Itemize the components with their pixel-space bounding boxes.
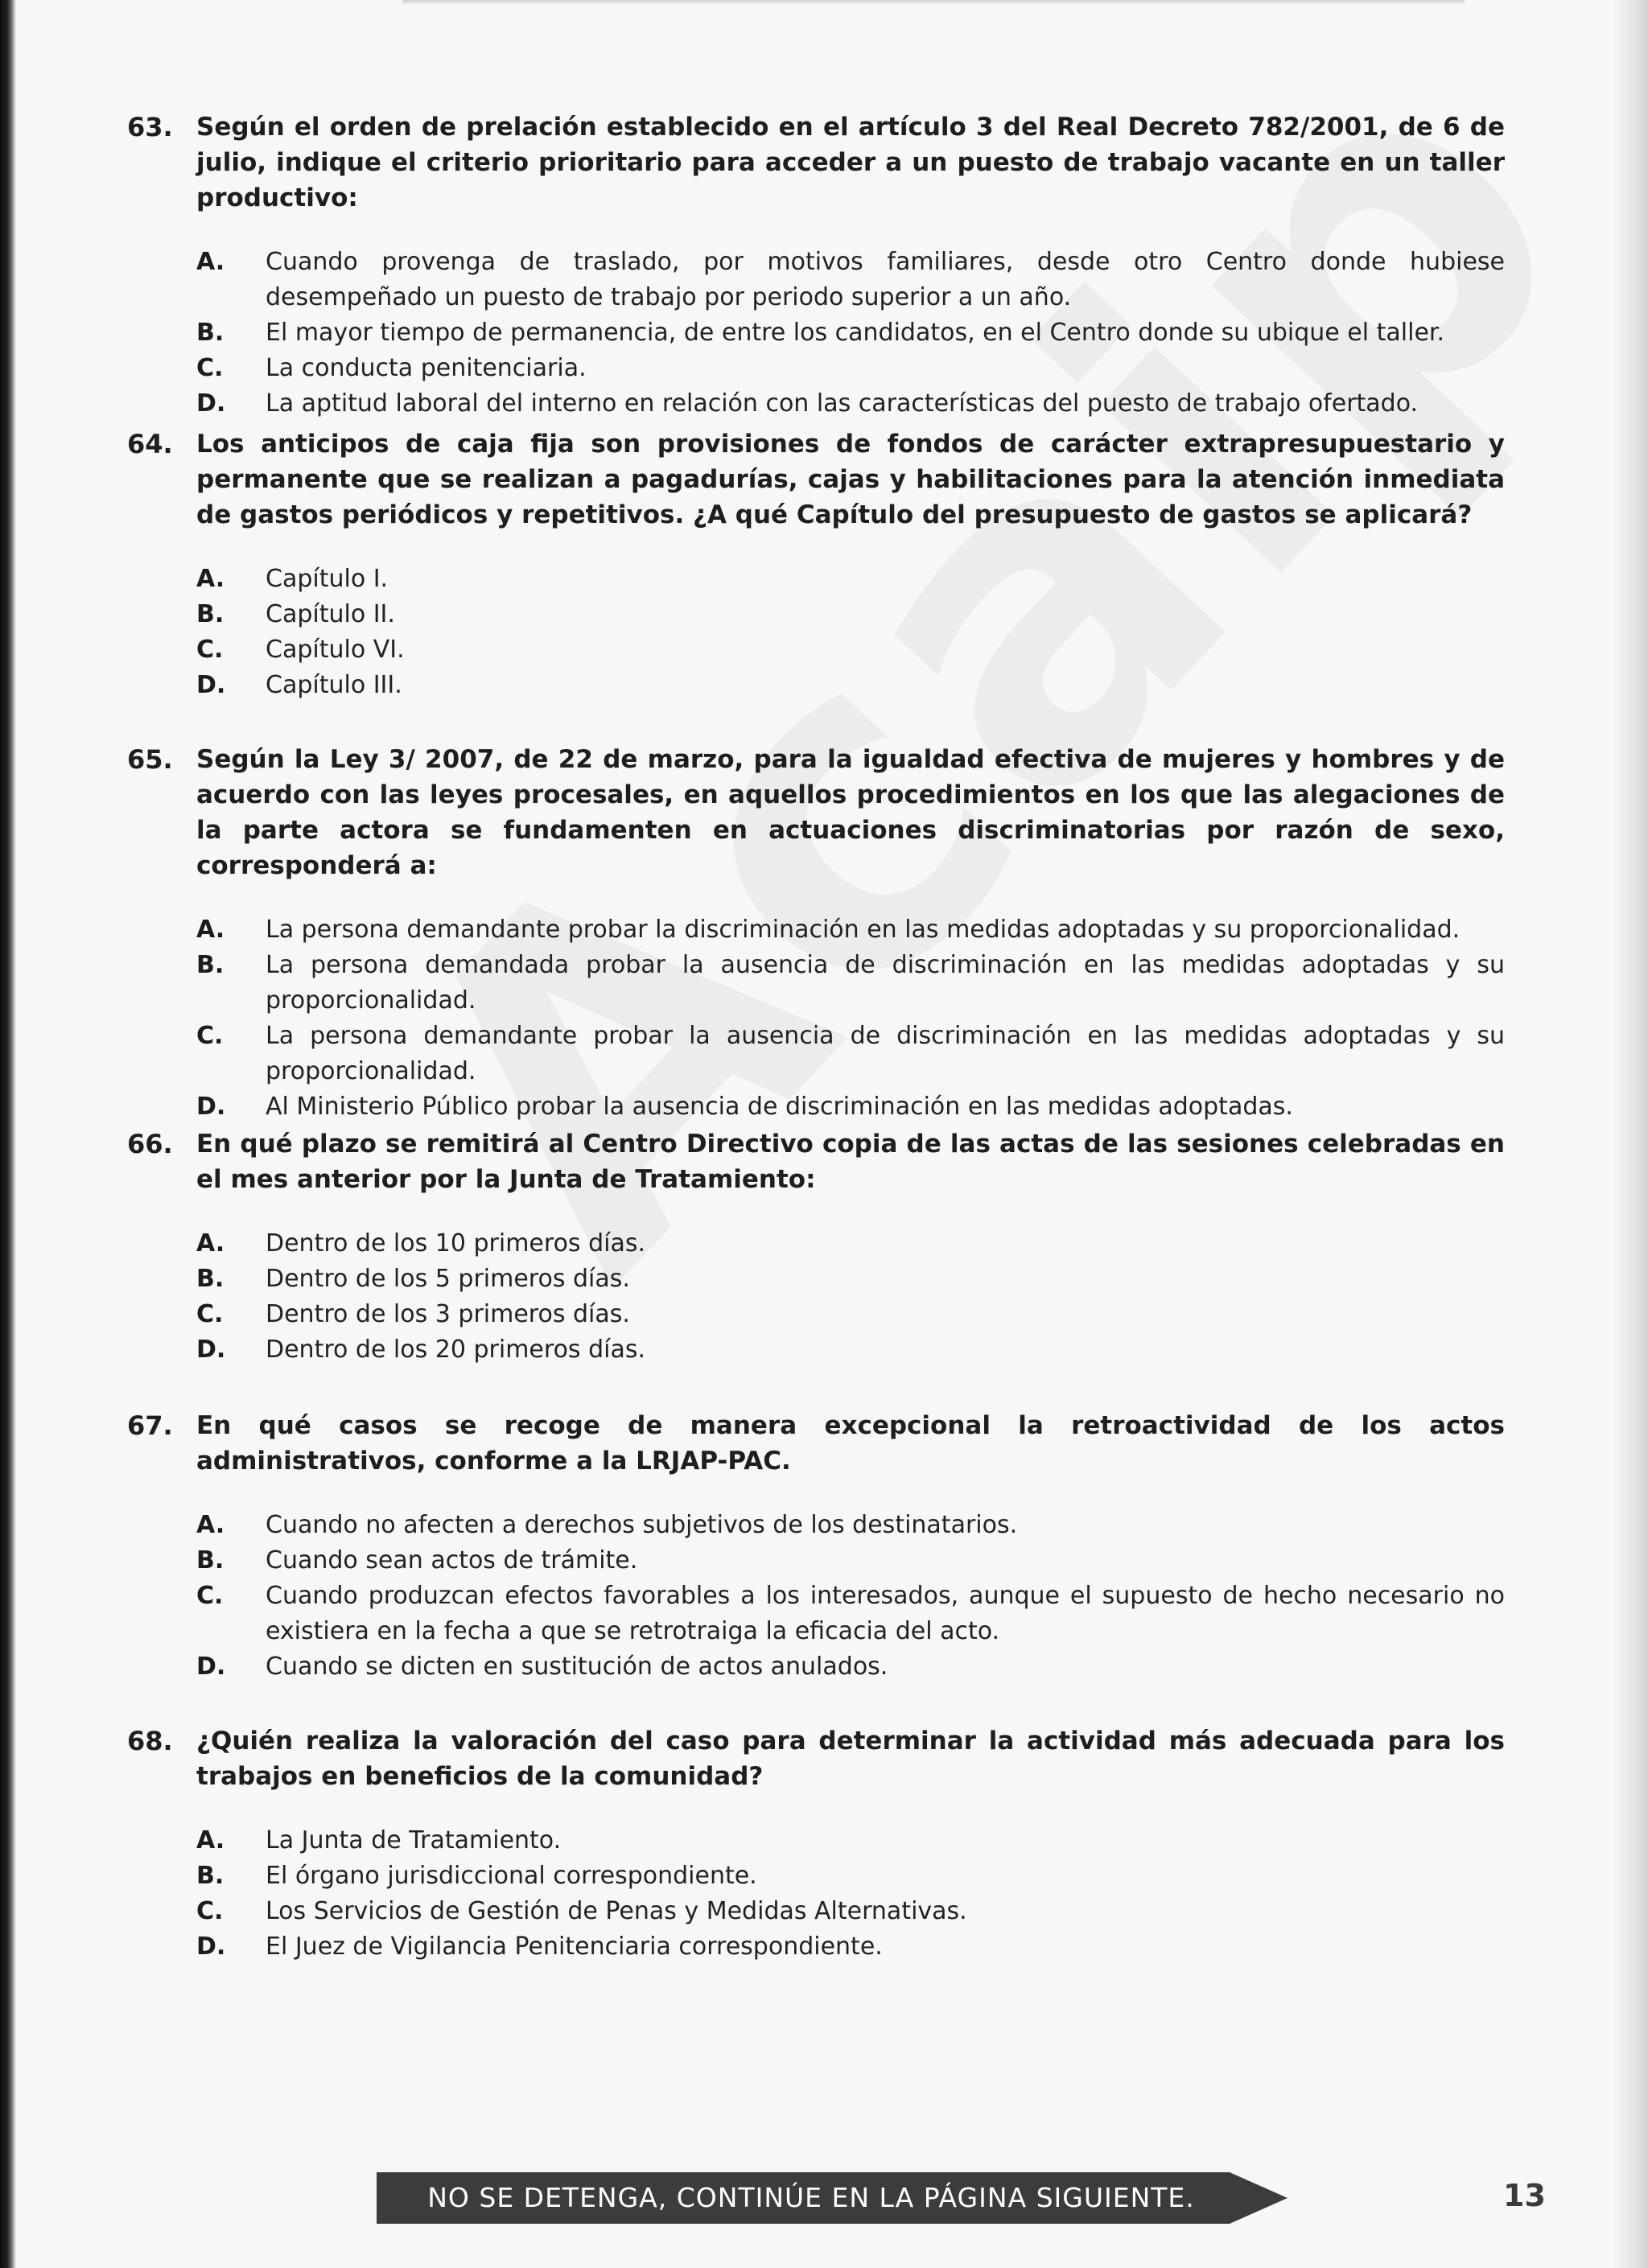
- option-text: Al Ministerio Público probar la ausencia de discriminación en las medidas adoptadas.: [266, 1093, 1293, 1121]
- option-b[interactable]: [127, 315, 1505, 351]
- option-d[interactable]: [127, 1332, 1505, 1368]
- option-b[interactable]: [127, 1858, 1505, 1894]
- question-number: 67.: [127, 1410, 173, 1441]
- option-c[interactable]: [127, 1894, 1505, 1929]
- option-text: Capítulo II.: [266, 600, 395, 628]
- option-letter: B.: [196, 1862, 225, 1890]
- option-a[interactable]: [127, 562, 1505, 597]
- option-text: El Juez de Vigilancia Penitenciaria correspondiente.: [266, 1933, 883, 1961]
- option-a[interactable]: [127, 245, 1505, 315]
- option-c[interactable]: [127, 632, 1505, 668]
- option-letter: A.: [196, 1511, 225, 1539]
- option-text: Dentro de los 5 primeros días.: [266, 1265, 630, 1293]
- option-letter: A.: [196, 248, 225, 276]
- question-text: En qué plazo se remitirá al Centro Directivo copia de las actas de las sesiones celebradas en el mes anterior por la Junta de Tratamiento:: [196, 1130, 1505, 1194]
- question-66: [127, 1126, 1505, 1368]
- page-number: 13: [1503, 2178, 1546, 2213]
- option-c[interactable]: [127, 1579, 1505, 1649]
- continue-banner-text: NO SE DETENGA, CONTINÚE EN LA PÁGINA SIGUIENTE.: [427, 2182, 1195, 2213]
- question-text: ¿Quién realiza la valoración del caso para determinar la actividad más adecuada para los trabajos en beneficios de la comunidad?: [196, 1727, 1505, 1791]
- option-text: El órgano jurisdiccional correspondiente.: [266, 1862, 757, 1890]
- option-list: [127, 562, 1505, 703]
- option-text: La aptitud laboral del interno en relación con las características del puesto de trabajo ofertado.: [266, 389, 1419, 418]
- option-letter: C.: [196, 354, 224, 382]
- option-text: Capítulo VI.: [266, 636, 405, 664]
- option-text: El mayor tiempo de permanencia, de entre los candidatos, en el Centro donde su ubique el taller.: [266, 319, 1445, 347]
- option-letter: D.: [196, 1653, 226, 1681]
- option-a[interactable]: [127, 1226, 1505, 1262]
- option-letter: B.: [196, 1546, 225, 1574]
- option-d[interactable]: [127, 386, 1505, 422]
- option-text: Cuando produzcan efectos favorables a los interesados, aunque el supuesto de hecho necesario no existiera en la fecha a que se retrotraiga la eficacia del acto.: [266, 1582, 1505, 1645]
- question-number: 64.: [127, 429, 173, 459]
- option-letter: B.: [196, 319, 225, 347]
- scan-left-edge: [0, 0, 16, 2268]
- question-65: [127, 742, 1505, 1125]
- option-letter: B.: [196, 951, 225, 979]
- option-text: Dentro de los 10 primeros días.: [266, 1229, 646, 1257]
- question-64: [127, 426, 1505, 703]
- option-letter: D.: [196, 671, 226, 699]
- option-text: Cuando no afecten a derechos subjetivos de los destinatarios.: [266, 1511, 1018, 1539]
- option-letter: C.: [196, 1582, 224, 1610]
- question-67: [127, 1408, 1505, 1685]
- option-text: La persona demandante probar la ausencia de discriminación en las medidas adoptadas y su proporcionalidad.: [266, 1022, 1505, 1085]
- option-letter: A.: [196, 565, 225, 593]
- option-text: Cuando provenga de traslado, por motivos familiares, desde otro Centro donde hubiese desempeñado un puesto de trabajo por periodo superior a un año.: [266, 248, 1505, 311]
- scan-top-edge: [402, 0, 1465, 5]
- option-c[interactable]: [127, 1297, 1505, 1332]
- question-number: 66.: [127, 1129, 173, 1159]
- option-b[interactable]: [127, 1262, 1505, 1297]
- option-letter: A.: [196, 1826, 225, 1854]
- option-letter: B.: [196, 1265, 225, 1293]
- option-text: Capítulo I.: [266, 565, 389, 593]
- option-text: Dentro de los 3 primeros días.: [266, 1300, 630, 1328]
- option-text: Cuando sean actos de trámite.: [266, 1546, 638, 1574]
- option-letter: D.: [196, 1336, 226, 1364]
- question-text: Según el orden de prelación establecido en el artículo 3 del Real Decreto 782/2001, de 6 de julio, indique el criterio prioritario para acceder a un puesto de trabajo vacante en un taller productivo:: [196, 113, 1505, 212]
- question-text: Según la Ley 3/ 2007, de 22 de marzo, para la igualdad efectiva de mujeres y hombres y de acuerdo con las leyes procesales, en aquellos procedimientos en los que las alegaciones de la parte actora se fundamenten en actuaciones discriminatorias por razón de sexo, corresponderá a:: [196, 745, 1505, 880]
- option-list: [127, 245, 1505, 422]
- option-letter: C.: [196, 1897, 224, 1925]
- option-a[interactable]: [127, 912, 1505, 948]
- option-text: Dentro de los 20 primeros días.: [266, 1336, 646, 1364]
- option-text: Capítulo III.: [266, 671, 402, 699]
- option-text: La persona demandada probar la ausencia de discriminación en las medidas adoptadas y su proporcionalidad.: [266, 951, 1505, 1015]
- option-d[interactable]: [127, 1929, 1505, 1965]
- question-text: Los anticipos de caja fija son provisiones de fondos de carácter extrapresupuestario y permanente que se realizan a pagadurías, cajas y habilitaciones para la atención inmediata de gastos periódicos y repetitivos. ¿A qué Capítulo del presupuesto de gastos se aplicará?: [196, 430, 1505, 529]
- question-number: 63.: [127, 112, 173, 142]
- scan-right-edge: [1613, 0, 1648, 2268]
- option-list: [127, 1508, 1505, 1685]
- option-letter: A.: [196, 916, 225, 944]
- option-list: [127, 912, 1505, 1125]
- question-63: [127, 109, 1505, 422]
- option-d[interactable]: [127, 668, 1505, 703]
- option-letter: D.: [196, 1933, 226, 1961]
- option-d[interactable]: [127, 1089, 1505, 1125]
- option-letter: A.: [196, 1229, 225, 1257]
- option-c[interactable]: [127, 351, 1505, 386]
- question-text: En qué casos se recoge de manera excepcional la retroactividad de los actos administrativos, conforme a la LRJAP-PAC.: [196, 1411, 1505, 1476]
- option-b[interactable]: [127, 597, 1505, 632]
- option-c[interactable]: [127, 1019, 1505, 1089]
- option-d[interactable]: [127, 1649, 1505, 1685]
- continue-banner: [377, 2172, 1288, 2224]
- option-list: [127, 1226, 1505, 1368]
- option-b[interactable]: [127, 1543, 1505, 1579]
- option-text: La conducta penitenciaria.: [266, 354, 587, 382]
- option-letter: C.: [196, 1022, 224, 1050]
- option-text: Cuando se dicten en sustitución de actos anulados.: [266, 1653, 888, 1681]
- question-number: 68.: [127, 1726, 173, 1756]
- option-text: La Junta de Tratamiento.: [266, 1826, 562, 1854]
- option-text: La persona demandante probar la discriminación en las medidas adoptadas y su proporcionalidad.: [266, 916, 1461, 944]
- option-letter: C.: [196, 1300, 224, 1328]
- option-text: Los Servicios de Gestión de Penas y Medidas Alternativas.: [266, 1897, 967, 1925]
- option-list: [127, 1823, 1505, 1965]
- option-letter: D.: [196, 389, 226, 418]
- option-letter: C.: [196, 636, 224, 664]
- option-a[interactable]: [127, 1823, 1505, 1858]
- question-number: 65.: [127, 744, 173, 775]
- question-68: [127, 1723, 1505, 1965]
- option-letter: B.: [196, 600, 225, 628]
- option-a[interactable]: [127, 1508, 1505, 1543]
- option-b[interactable]: [127, 948, 1505, 1019]
- option-letter: D.: [196, 1093, 226, 1121]
